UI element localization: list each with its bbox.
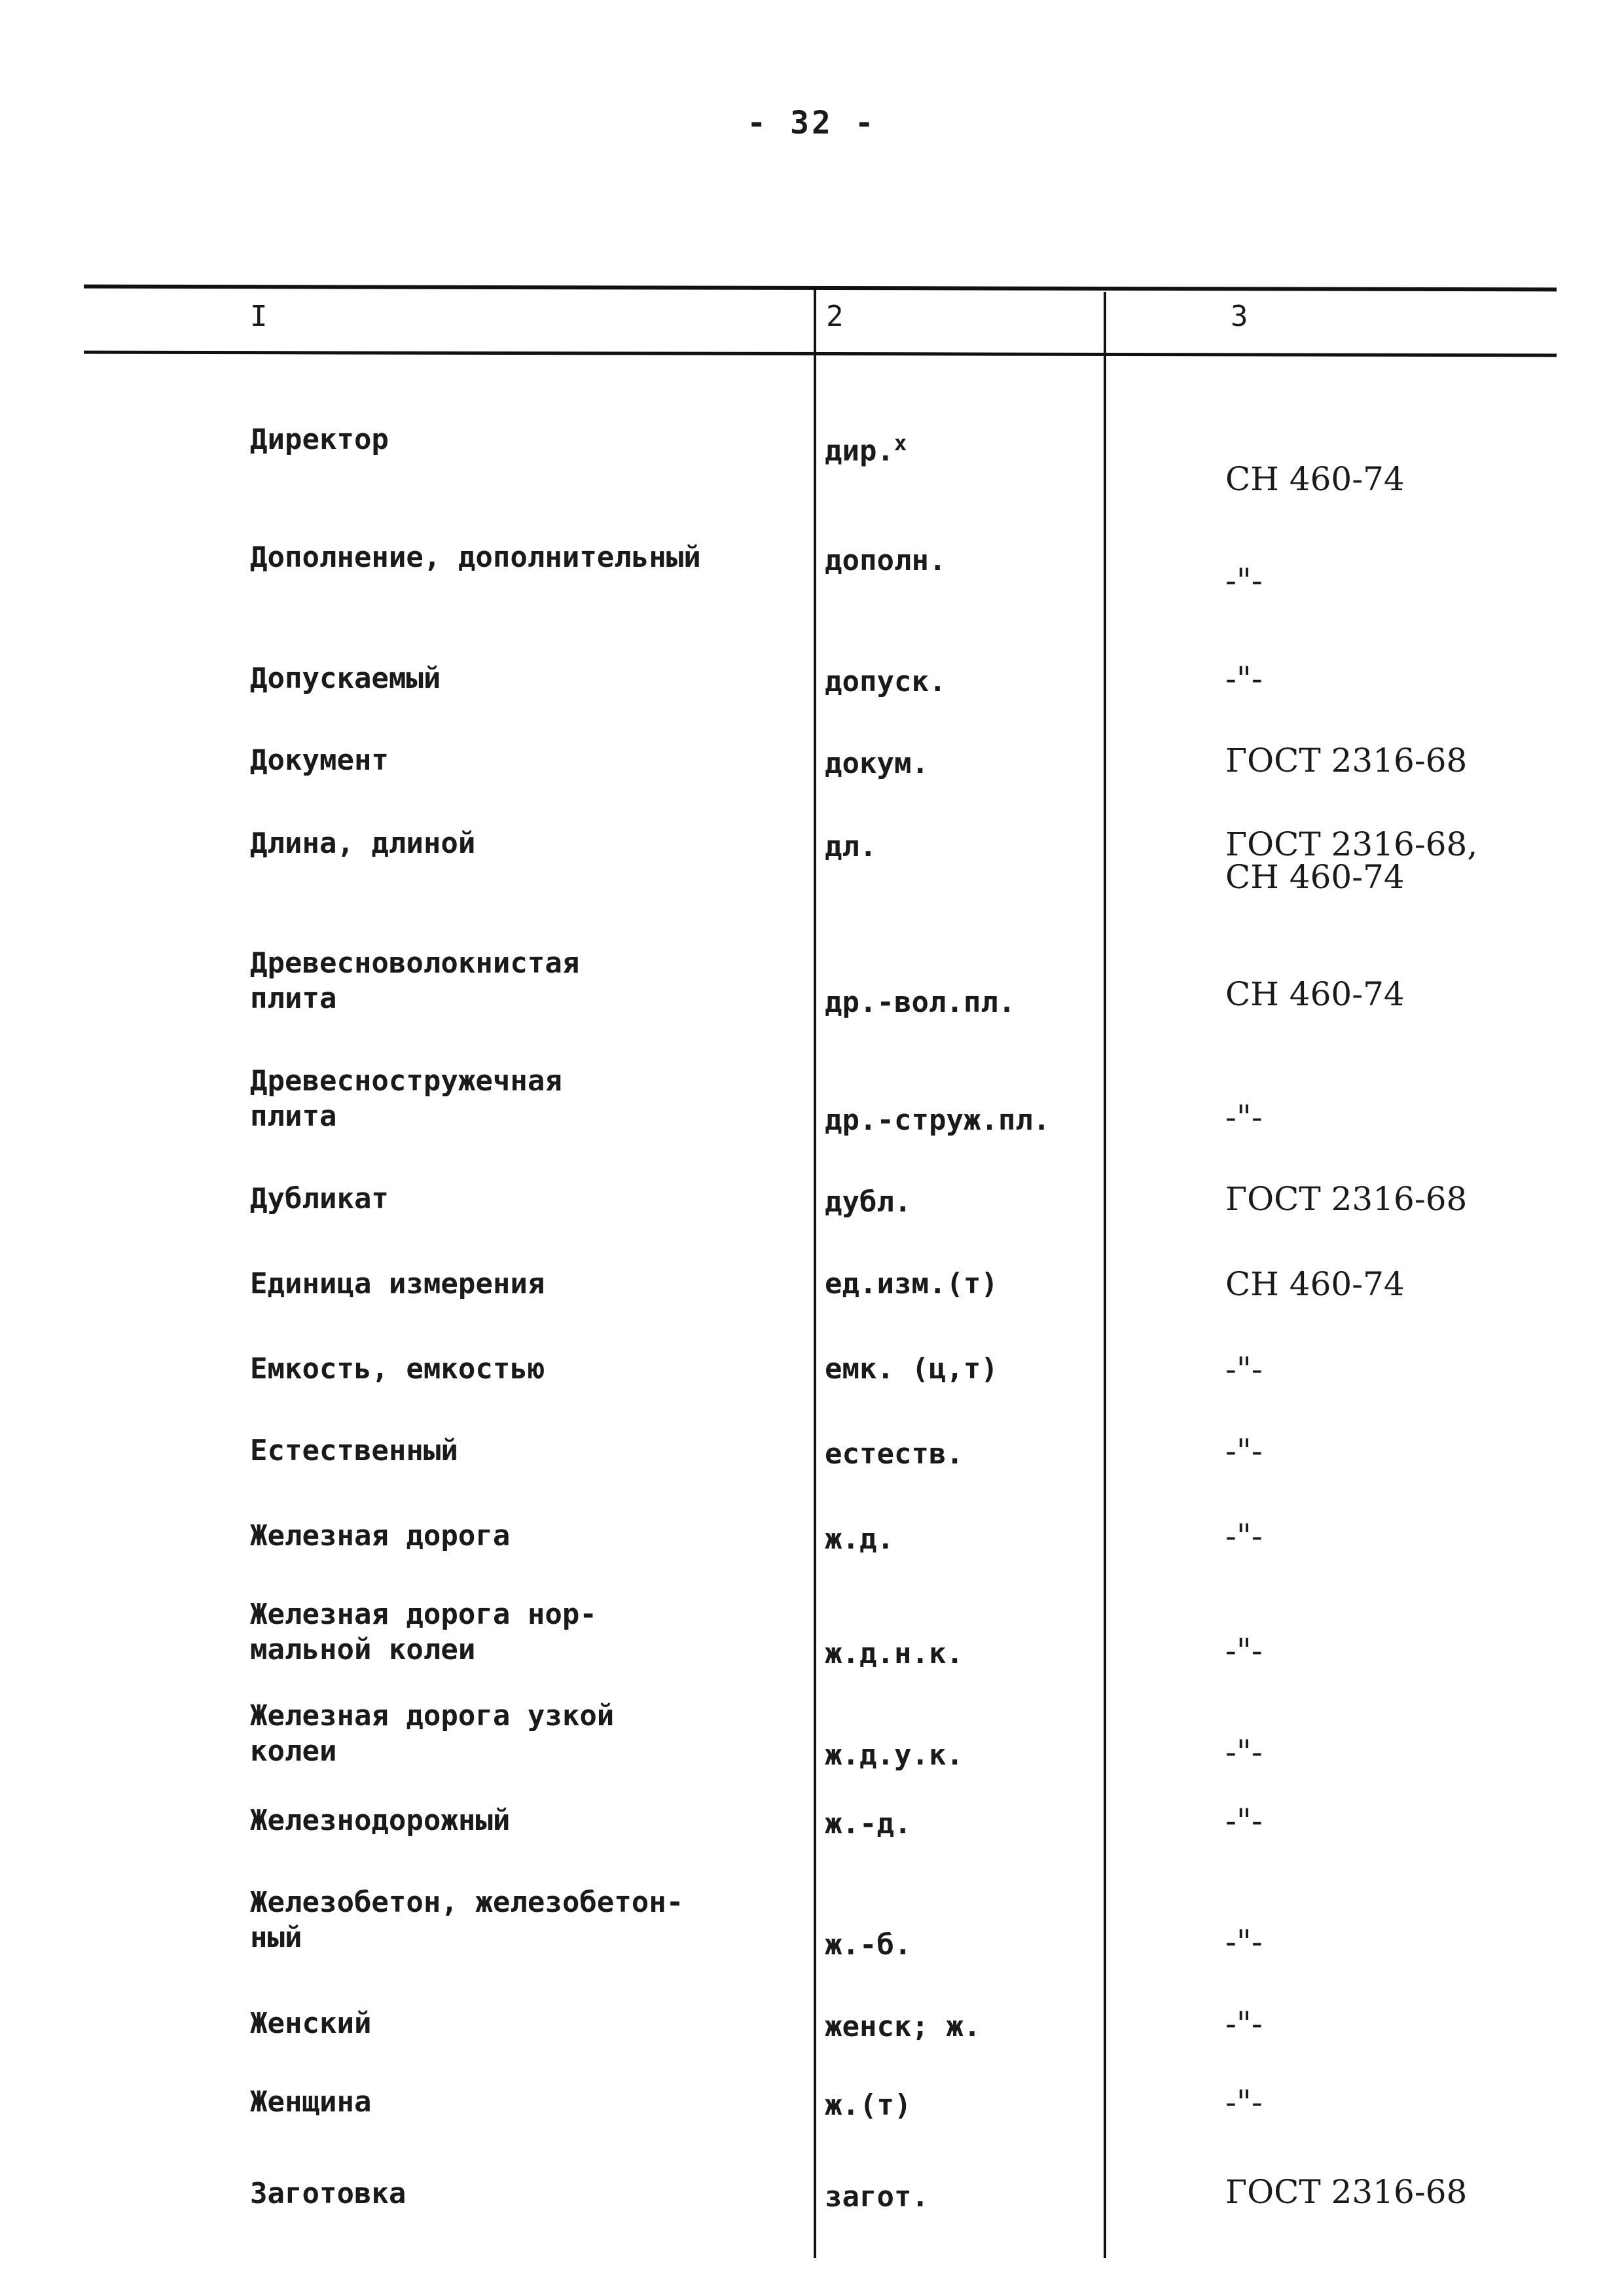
table-row-abbr: ж.(т) (825, 2089, 912, 2122)
table-row-source: ГОСТ 2316-68, СН 460-74 (1225, 825, 1478, 896)
table-row-source: -"- (1225, 2005, 1263, 2043)
table-row-abbr: ед.изм.(т) (825, 1267, 998, 1300)
table-row-abbr: докум. (825, 747, 929, 780)
table-row-term: Древесноволокнистая плита (250, 946, 580, 1015)
table-row-source: СН 460-74 (1225, 460, 1405, 498)
column-header-3: 3 (1231, 300, 1248, 333)
table-row-abbr: загот. (825, 2180, 929, 2214)
table-row-term: Допускаемый (250, 662, 441, 695)
column-divider-2 (1104, 292, 1106, 2258)
table-row-abbr: др.-вол.пл. (825, 986, 1016, 1019)
table-row-abbr: ж.д.у.к. (825, 1738, 964, 1772)
table-row-term: Железная дорога (250, 1519, 511, 1552)
table-row-source: -"- (1225, 1517, 1263, 1555)
table-row-source: ГОСТ 2316-68 (1225, 742, 1468, 780)
table-row-abbr: дир.$^x$ (825, 431, 907, 468)
table-row-abbr: ж.д.н.к. (825, 1637, 964, 1670)
table-row-abbr: ж.д. (825, 1522, 894, 1556)
table-row-term: Емкость, емкостью (250, 1352, 545, 1386)
table-row-term: Заготовка (250, 2177, 406, 2210)
table-row-source: СН 460-74 (1225, 1265, 1405, 1303)
table-row-source: -"- (1225, 562, 1263, 600)
table-row-term: Директор (250, 423, 389, 456)
table-top-rule (84, 285, 1557, 292)
table-row-source: -"- (1225, 1632, 1263, 1670)
table-row-term: Женщина (250, 2085, 372, 2119)
table-header-rule (84, 351, 1557, 357)
table-row-term: Женский (250, 2007, 372, 2040)
table-row-source: -"- (1225, 1923, 1263, 1961)
table-row-term: Естественный (250, 1434, 458, 1467)
column-divider-1 (814, 288, 816, 2258)
table-row-abbr: дополн. (825, 544, 947, 577)
table-row-source: -"- (1225, 1432, 1263, 1470)
table-row-term: Железнодорожный (250, 1804, 511, 1837)
table-row-term: Железобетон, железобетон- ный (250, 1886, 684, 1954)
page-number: - 32 - (747, 105, 876, 141)
table-row-source: -"- (1225, 1733, 1263, 1771)
table-row-abbr: женск; ж. (825, 2010, 981, 2043)
table-row-source: -"- (1225, 1098, 1263, 1136)
table-row-abbr: дубл. (825, 1185, 912, 1219)
table-row-term: Единица измерения (250, 1267, 545, 1300)
table-row-abbr: дл. (825, 830, 877, 863)
table-row-source: -"- (1225, 1802, 1263, 1840)
table-row-term: Древесностружечная плита (250, 1064, 562, 1133)
table-row-term: Дубликат (250, 1182, 389, 1215)
table-row-term: Дополнение, дополнительный (250, 541, 701, 574)
column-header-1: I (250, 300, 268, 333)
table-row-term: Длина, длиной (250, 827, 476, 860)
table-row-abbr: емк. (ц,т) (825, 1352, 998, 1386)
table-row-term: Железная дорога нор- мальной колеи (250, 1598, 597, 1666)
column-header-2: 2 (826, 300, 844, 333)
footnote-mark: x (893, 431, 907, 456)
table-row-term: Железная дорога узкой колеи (250, 1699, 615, 1768)
table-row-source: -"- (1225, 660, 1263, 698)
table-row-abbr: допуск. (825, 665, 947, 698)
table-row-source: -"- (1225, 1350, 1263, 1388)
table-row-abbr: др.-струж.пл. (825, 1103, 1051, 1137)
table-row-source: -"- (1225, 2083, 1263, 2121)
table-row-source: ГОСТ 2316-68 (1225, 1180, 1468, 1218)
table-row-source: СН 460-74 (1225, 975, 1405, 1013)
table-row-term: Документ (250, 744, 389, 777)
table-row-abbr: естеств. (825, 1437, 964, 1471)
table-row-abbr: ж.-б. (825, 1928, 912, 1962)
table-row-abbr: ж.-д. (825, 1807, 912, 1840)
table-row-source: ГОСТ 2316-68 (1225, 2173, 1468, 2211)
